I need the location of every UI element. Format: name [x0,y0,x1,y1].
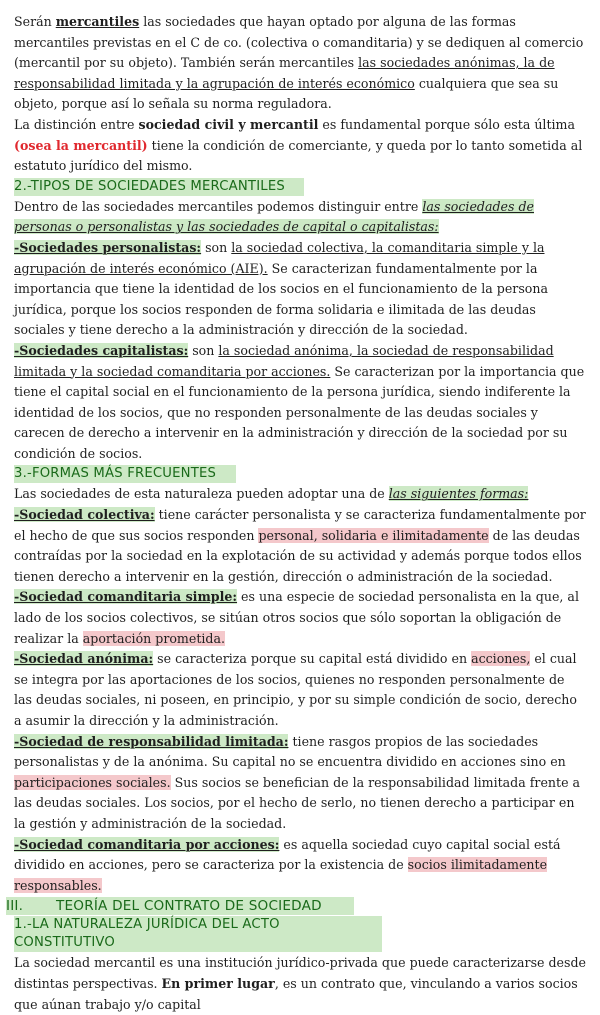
label-comanditaria-acciones: -Sociedad comanditaria por acciones: [14,836,280,852]
pink-highlight: acciones, [471,651,531,667]
pink-highlight: personal, solidaria e ilimitadamente [258,527,489,543]
text: Se caracterizan fundamentalmente por la importancia que tiene la identidad de los socios en el funcionamiento de la persona jurídica, porque los socios responden de forma solidaria e ilimitada de las deudas sociales y tiene derecho a la administración y dirección de la sociedad. [14,260,548,338]
text: se caracteriza porque su capital está dividido en [153,651,472,667]
text: tiene rasgos propios de las sociedades personalistas y de la anónima. Su capital no se encuentra dividido en acciones sino en [14,733,566,770]
text: Sus socios se benefician de la responsabilidad limitada frente a las deudas sociales. Los socios, por el hecho de serlo, no tienen derecho a participar en la gestión y administración de la sociedad. [14,774,581,831]
paragraph-comanditaria-acciones [14,835,586,897]
pink-highlight: aportación prometida. [82,630,225,646]
heading-number: III. [6,898,24,915]
heading-teoria [6,897,354,915]
label-comanditaria-simple: -Sociedad comanditaria simple: [14,589,238,605]
text: son [188,342,219,358]
label-capitalistas: -Sociedades capitalistas: [14,342,189,358]
text: el cual se integra por las aportaciones de los socios, quienes no responden personalmente de las deudas sociales, ni poseen, en principio, y por su simple condición de socio, derecho a asumir la dirección y la administración. [14,651,577,728]
text: Se caracterizan por la importancia que tiene el capital social en el funcionamiento de la persona jurídica, siendo indiferente la identidad de los socios, que no responden personalmente de las deudas sociales y carecen de derecho a intervenir en la administración y dirección de la sociedad por su condición de socios. [14,363,585,461]
text: las sociedades que hayan optado por alguna de las formas mercantiles previstas en el C de co. (colectiva o comanditaria) y se dediquen al comercio (mercantil por su objeto). También serán mercantiles [14,14,584,71]
text: tiene la condición de comerciante, y queda por lo tanto sometida al estatuto jurídico del mismo. [14,137,583,174]
term-mercantiles: mercantiles [55,14,140,29]
red-note: (osea la mercantil) [14,137,148,153]
text: Serán [14,14,56,29]
document-body [6,12,586,1015]
highlight-italic: las siguientes formas: [388,486,529,502]
heading-formas: 3.-FORMAS MÁS FRECUENTES [14,465,236,483]
text: Las sociedades de esta naturaleza pueden adoptar una de [14,486,389,502]
bold-term: En primer lugar [161,975,275,991]
heading-naturaleza: 1.-LA NATURALEZA JURÍDICA DEL ACTO CONSTITUTIVO [14,916,382,952]
text: es aquella sociedad cuyo capital social está dividido en acciones, pero se caracteriza por la existencia de [14,836,561,873]
heading-text: TEORÍA DEL CONTRATO DE SOCIEDAD [56,898,322,915]
paragraph-formas [14,484,586,505]
text: es fundamental porque sólo esta última [318,116,576,132]
label-colectiva: -Sociedad colectiva: [14,507,155,523]
text: son [201,239,232,255]
pink-highlight: socios ilimitadamente responsables. [14,857,548,893]
underlined-list: la sociedad anónima, la sociedad de responsabilidad limitada y la sociedad comanditaria por acciones. [14,342,554,379]
paragraph-mercantiles [14,12,586,115]
paragraph-anonima [14,649,586,731]
underlined-list: la sociedad colectiva, la comanditaria simple y la agrupación de interés económico (AIE). [14,239,545,276]
paragraph-colectiva [14,505,586,587]
label-limitada: -Sociedad de responsabilidad limitada: [14,733,289,749]
text: La distinción entre [14,116,139,132]
paragraph-comanditaria-simple [14,587,586,649]
heading-tipos: 2.-TIPOS DE SOCIEDADES MERCANTILES [14,178,304,196]
bold-term: sociedad civil y mercantil [138,116,319,132]
label-anonima: -Sociedad anónima: [14,651,154,667]
paragraph-personalistas [14,238,586,341]
text: es una especie de sociedad personalista en la que, al lado de los socios colectivos, se sitúan otros socios que sólo soportan la obligación de realizar la [14,589,579,646]
text: La sociedad mercantil es una institución jurídico-privada que puede caracterizarse desde distintas perspectivas. [14,955,586,991]
paragraph-distinguir [14,197,586,238]
pink-highlight: participaciones sociales. [14,774,171,790]
highlight-italic: las sociedades de personas o personalistas y las sociedades de capital o capitalistas: [14,198,534,235]
underlined-list: las sociedades anónimas, la de responsabilidad limitada y la agrupación de interés económico [14,55,555,91]
paragraph-distincion [14,115,586,177]
text: Dentro de las sociedades mercantiles podemos distinguir entre [14,198,423,214]
text: de las deudas contraídas por la sociedad en la explotación de su actividad y además porque todos ellos tienen derecho a intervenir en la gestión, dirección o administración de la sociedad. [14,527,582,584]
text: , es un contrato que, vinculando a varios socios que aúnan trabajo y/o capital [14,975,578,1012]
paragraph-limitada [14,732,586,835]
text: tiene carácter personalista y se caracteriza fundamentalmente por el hecho de que sus socios responden [14,507,586,543]
paragraph-naturaleza [14,953,586,1015]
paragraph-capitalistas [14,341,586,465]
text: cualquiera que sea su objeto, porque así lo señala su norma reguladora. [14,75,559,112]
label-personalistas: -Sociedades personalistas: [14,239,202,255]
